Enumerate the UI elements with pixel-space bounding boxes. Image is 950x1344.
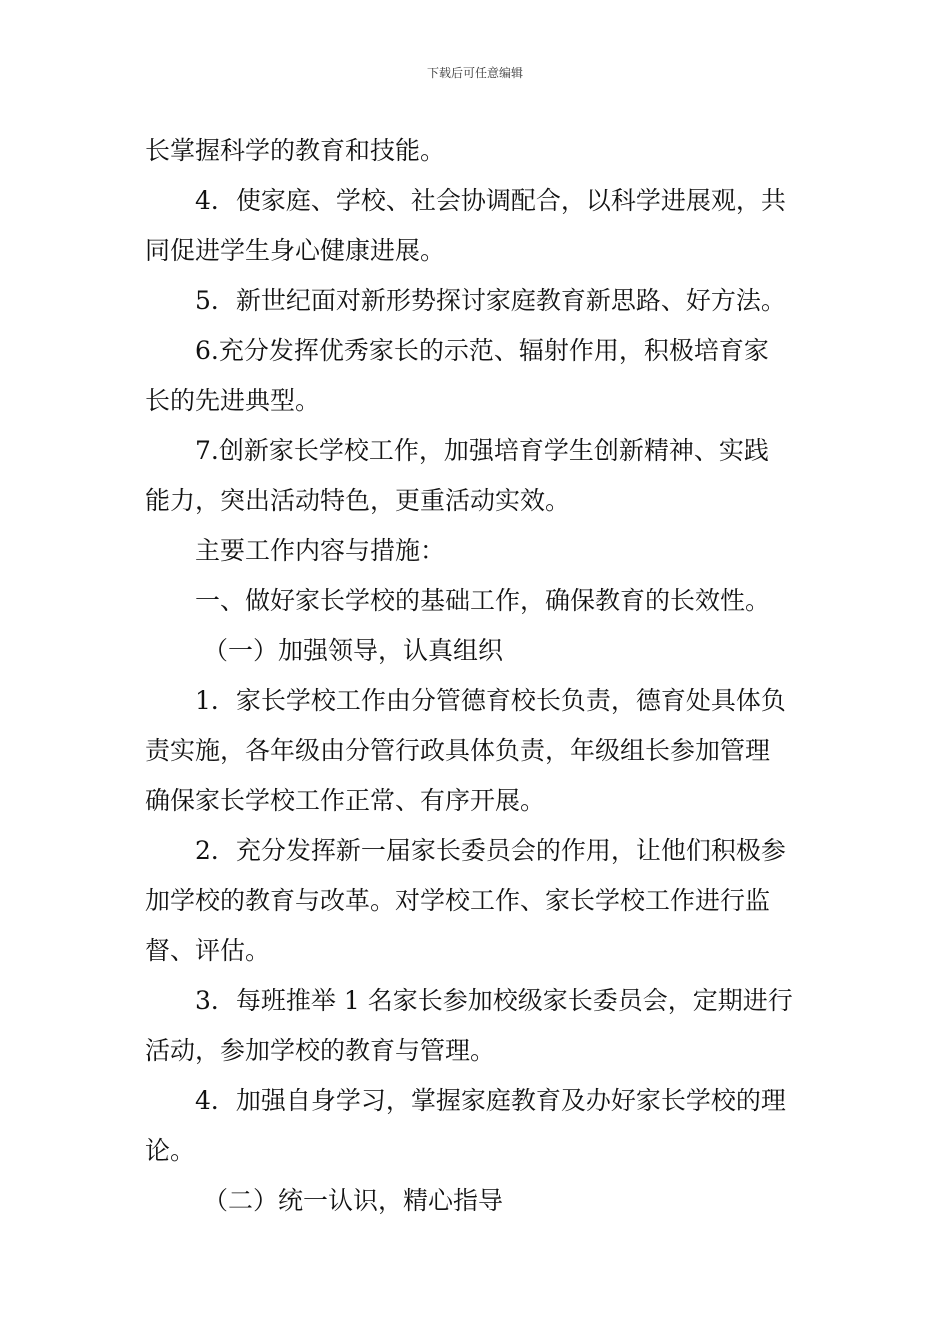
text-line: 长的先进典型。: [145, 386, 321, 415]
text-line: （二）统一认识，精心指导: [203, 1186, 504, 1215]
text-line: 5．新世纪面对新形势探讨家庭教育新思路、好方法。: [195, 286, 786, 315]
text-line: 加学校的教育与改革。对学校工作、家长学校工作进行监: [145, 886, 771, 915]
text-line: 一、做好家长学校的基础工作，确保教育的长效性。: [195, 586, 771, 615]
text-line: 督、评估。: [145, 936, 271, 965]
text-line: （一）加强领导，认真组织: [203, 636, 504, 665]
text-line: 论。: [145, 1136, 196, 1165]
text-line: 能力，突出活动特色，更重活动实效。: [145, 486, 571, 515]
text-line: 4．加强自身学习，掌握家庭教育及办好家长学校的理: [195, 1086, 786, 1115]
text-line: 同促进学生身心健康进展。: [145, 236, 446, 265]
page-header: 下载后可任意编辑: [426, 66, 523, 80]
text-line: 活动，参加学校的教育与管理。: [145, 1036, 496, 1065]
text-line: 长掌握科学的教育和技能。: [145, 136, 446, 165]
text-line: 4．使家庭、学校、社会协调配合，以科学进展观，共: [195, 186, 786, 215]
text-line: 1．家长学校工作由分管德育校长负责，德育处具体负: [195, 686, 786, 715]
text-line: 主要工作内容与措施：: [195, 536, 446, 565]
text-line: 2．充分发挥新一届家长委员会的作用，让他们积极参: [195, 836, 786, 865]
document-body: [145, 126, 809, 1226]
text-line: 7.创新家长学校工作，加强培育学生创新精神、实践: [195, 436, 769, 465]
text-line: 确保家长学校工作正常、有序开展。: [145, 786, 546, 815]
text-line: 3．每班推举 1 名家长参加校级家长委员会，定期进行: [195, 986, 793, 1015]
text-line: 6.充分发挥优秀家长的示范、辐射作用，积极培育家: [195, 336, 769, 365]
text-line: 责实施，各年级由分管行政具体负责，年级组长参加管理: [145, 736, 771, 765]
